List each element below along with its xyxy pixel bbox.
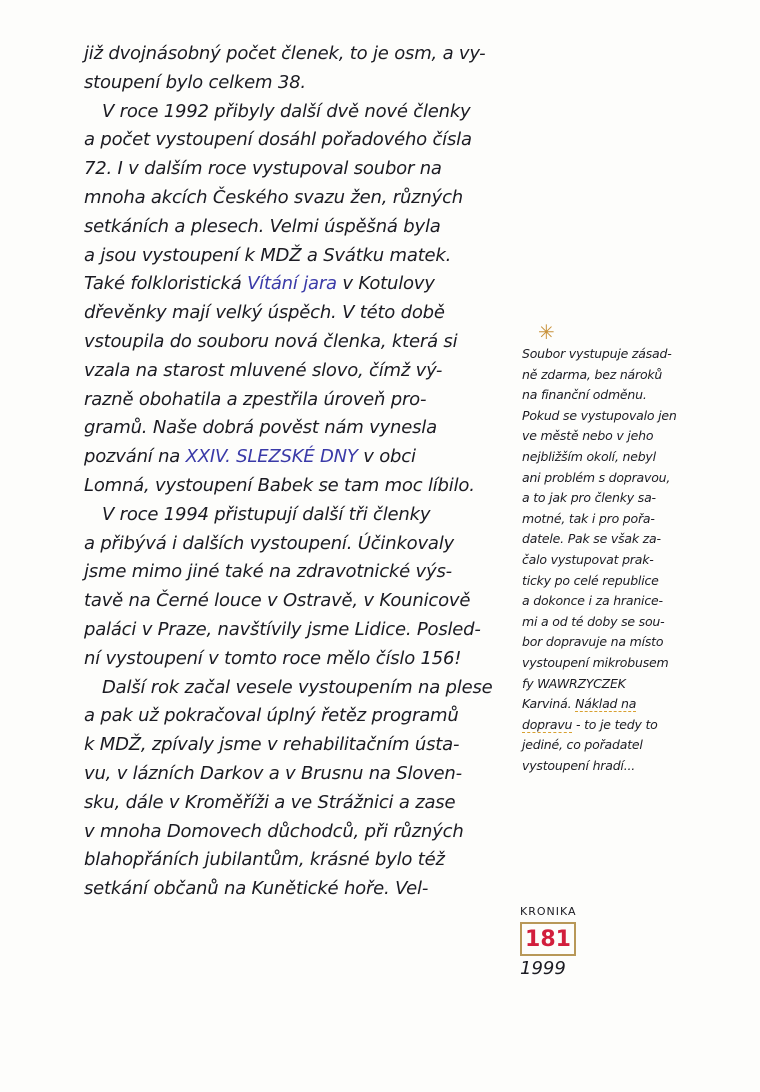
text-line bbox=[84, 731, 524, 760]
text-line bbox=[84, 789, 524, 818]
side-note-line bbox=[522, 365, 752, 386]
text-line bbox=[84, 270, 524, 299]
page-footer bbox=[520, 905, 600, 979]
text-segment: ticky po celé republice bbox=[522, 572, 659, 588]
text-segment: a jsou vystoupení k MDŽ a Svátku matek. bbox=[84, 244, 452, 266]
text-segment: ve městě nebo v jeho bbox=[522, 428, 654, 444]
text-line bbox=[84, 702, 524, 731]
asterisk-marker-icon: ✳ bbox=[538, 320, 555, 344]
underlined-text: Náklad na bbox=[575, 696, 637, 712]
text-line bbox=[84, 386, 524, 415]
text-segment: - to je tedy to bbox=[572, 716, 658, 732]
text-line bbox=[84, 357, 524, 386]
text-line bbox=[84, 587, 524, 616]
side-note-line bbox=[522, 653, 752, 674]
text-line bbox=[84, 40, 524, 69]
text-line bbox=[84, 760, 524, 789]
text-segment: vystoupení mikrobusem bbox=[522, 654, 669, 670]
text-line bbox=[84, 645, 524, 674]
text-line bbox=[84, 501, 524, 530]
text-segment: jediné, co pořadatel bbox=[522, 737, 643, 753]
text-segment: ani problém s dopravou, bbox=[522, 469, 671, 485]
text-segment: V roce 1994 přistupují další tři členky bbox=[102, 503, 431, 525]
side-note-line bbox=[522, 426, 752, 447]
chronicle-main-text bbox=[84, 40, 524, 904]
highlighted-name: XXIV. SLEZSKÉ DNY bbox=[185, 446, 358, 468]
text-segment: pozvání na bbox=[84, 446, 186, 468]
text-line bbox=[84, 299, 524, 328]
text-segment: Pokud se vystupovalo jen bbox=[522, 407, 677, 423]
text-segment: datele. Pak se však za- bbox=[522, 531, 661, 547]
side-note-line bbox=[522, 385, 752, 406]
text-line bbox=[84, 328, 524, 357]
side-note-line bbox=[522, 406, 752, 427]
side-note bbox=[522, 344, 752, 776]
text-segment: na finanční odměnu. bbox=[522, 387, 647, 403]
underlined-text: dopravu bbox=[522, 716, 573, 732]
text-line bbox=[84, 616, 524, 645]
text-segment: bor dopravuje na místo bbox=[522, 634, 664, 650]
side-note-line bbox=[522, 529, 752, 550]
text-segment: Soubor vystupuje zásad- bbox=[522, 346, 672, 361]
text-line bbox=[84, 818, 524, 847]
page-number-box bbox=[520, 922, 576, 956]
text-segment: v Kotulovy bbox=[336, 273, 435, 295]
text-segment: fy WAWRZYCZEK bbox=[522, 675, 626, 691]
text-line bbox=[84, 69, 524, 98]
side-note-line bbox=[522, 715, 752, 736]
text-segment: vystoupení hradí... bbox=[522, 757, 636, 773]
text-segment: motné, tak i pro pořa- bbox=[522, 510, 655, 526]
text-segment: razně obohatila a zpestřila úroveň pro- bbox=[84, 388, 427, 410]
year: 1999 bbox=[520, 958, 566, 979]
text-segment: Také folkloristická bbox=[84, 273, 248, 295]
side-note-line bbox=[522, 756, 752, 777]
side-note-line bbox=[522, 550, 752, 571]
text-segment: V roce 1992 přibyly další dvě nové členky bbox=[102, 100, 471, 122]
text-segment: a pak už pokračoval úplný řetěz programů bbox=[84, 705, 459, 727]
side-note-line bbox=[522, 735, 752, 756]
text-segment: stoupení bylo celkem 38. bbox=[84, 71, 306, 93]
text-line bbox=[84, 414, 524, 443]
text-segment: a to jak pro členky sa- bbox=[522, 490, 656, 506]
text-segment: již dvojnásobný počet členek, to je osm, a vy- bbox=[84, 43, 486, 64]
text-line bbox=[84, 213, 524, 242]
side-note-line bbox=[522, 509, 752, 530]
text-segment: sku, dále v Kroměříži a ve Strážnici a zase bbox=[84, 791, 456, 813]
side-note-line bbox=[522, 591, 752, 612]
text-segment: Lomná, vystoupení Babek se tam moc líbilo. bbox=[84, 474, 475, 496]
text-segment: k MDŽ, zpívaly jsme v rehabilitačním ústa- bbox=[84, 734, 460, 756]
text-segment: vu, v lázních Darkov a v Brusnu na Sloven- bbox=[84, 762, 462, 784]
text-segment: a dokonce i za hranice- bbox=[522, 593, 663, 609]
text-segment: a počet vystoupení dosáhl pořadového čísla bbox=[84, 129, 472, 151]
side-note-line bbox=[522, 344, 752, 365]
side-note-line bbox=[522, 694, 752, 715]
side-note-line bbox=[522, 447, 752, 468]
side-note-line bbox=[522, 612, 752, 633]
text-segment: 72. I v dalším roce vystupoval soubor na bbox=[84, 158, 442, 180]
text-line bbox=[84, 443, 524, 472]
text-segment: vstoupila do souboru nová členka, která si bbox=[84, 330, 458, 352]
text-segment: nejbližším okolí, nebyl bbox=[522, 448, 656, 464]
text-segment: a přibývá i dalších vystoupení. Účinkovaly bbox=[84, 532, 455, 554]
text-line bbox=[84, 558, 524, 587]
text-line bbox=[84, 674, 524, 703]
text-segment: dřevěnky mají velký úspěch. V této době bbox=[84, 302, 445, 324]
text-segment: tavě na Černé louce v Ostravě, v Kounicově bbox=[84, 590, 471, 612]
text-line bbox=[84, 875, 524, 904]
text-segment: jsme mimo jiné také na zdravotnické výs- bbox=[84, 561, 452, 583]
text-segment: Karviná. bbox=[522, 696, 576, 712]
text-segment: ně zdarma, bez nároků bbox=[522, 366, 663, 382]
text-segment: blahopřáních jubilantům, krásné bylo též bbox=[84, 849, 445, 871]
text-segment: Další rok začal vesele vystoupením na plese bbox=[102, 676, 493, 698]
chronicle-label: KRONIKA bbox=[520, 905, 577, 918]
page-number: 181 bbox=[525, 926, 571, 952]
side-note-line bbox=[522, 674, 752, 695]
text-segment: v obci bbox=[357, 446, 416, 468]
text-line bbox=[84, 184, 524, 213]
text-line bbox=[84, 846, 524, 875]
side-note-line bbox=[522, 468, 752, 489]
text-line bbox=[84, 126, 524, 155]
text-segment: gramů. Naše dobrá pověst nám vynesla bbox=[84, 417, 437, 439]
side-note-line bbox=[522, 488, 752, 509]
text-segment: setkání občanů na Kunětické hoře. Vel- bbox=[84, 878, 429, 900]
text-segment: v mnoha Domovech důchodců, při různých bbox=[84, 820, 464, 842]
text-segment: mi a od té doby se sou- bbox=[522, 613, 665, 629]
text-segment: paláci v Praze, navštívily jsme Lidice. Posled- bbox=[84, 618, 481, 640]
text-line bbox=[84, 530, 524, 559]
text-segment: setkáních a plesech. Velmi úspěšná byla bbox=[84, 215, 441, 237]
side-note-line bbox=[522, 571, 752, 592]
side-note-line bbox=[522, 632, 752, 653]
text-segment: vzala na starost mluvené slovo, čímž vý- bbox=[84, 359, 443, 381]
text-line bbox=[84, 242, 524, 271]
text-line bbox=[84, 98, 524, 127]
highlighted-name: Vítání jara bbox=[247, 273, 337, 295]
text-segment: čalo vystupovat prak- bbox=[522, 551, 654, 567]
text-segment: mnoha akcích Českého svazu žen, různých bbox=[84, 186, 463, 208]
text-segment: ní vystoupení v tomto roce mělo číslo 156! bbox=[84, 647, 462, 669]
text-line bbox=[84, 472, 524, 501]
text-line bbox=[84, 155, 524, 184]
